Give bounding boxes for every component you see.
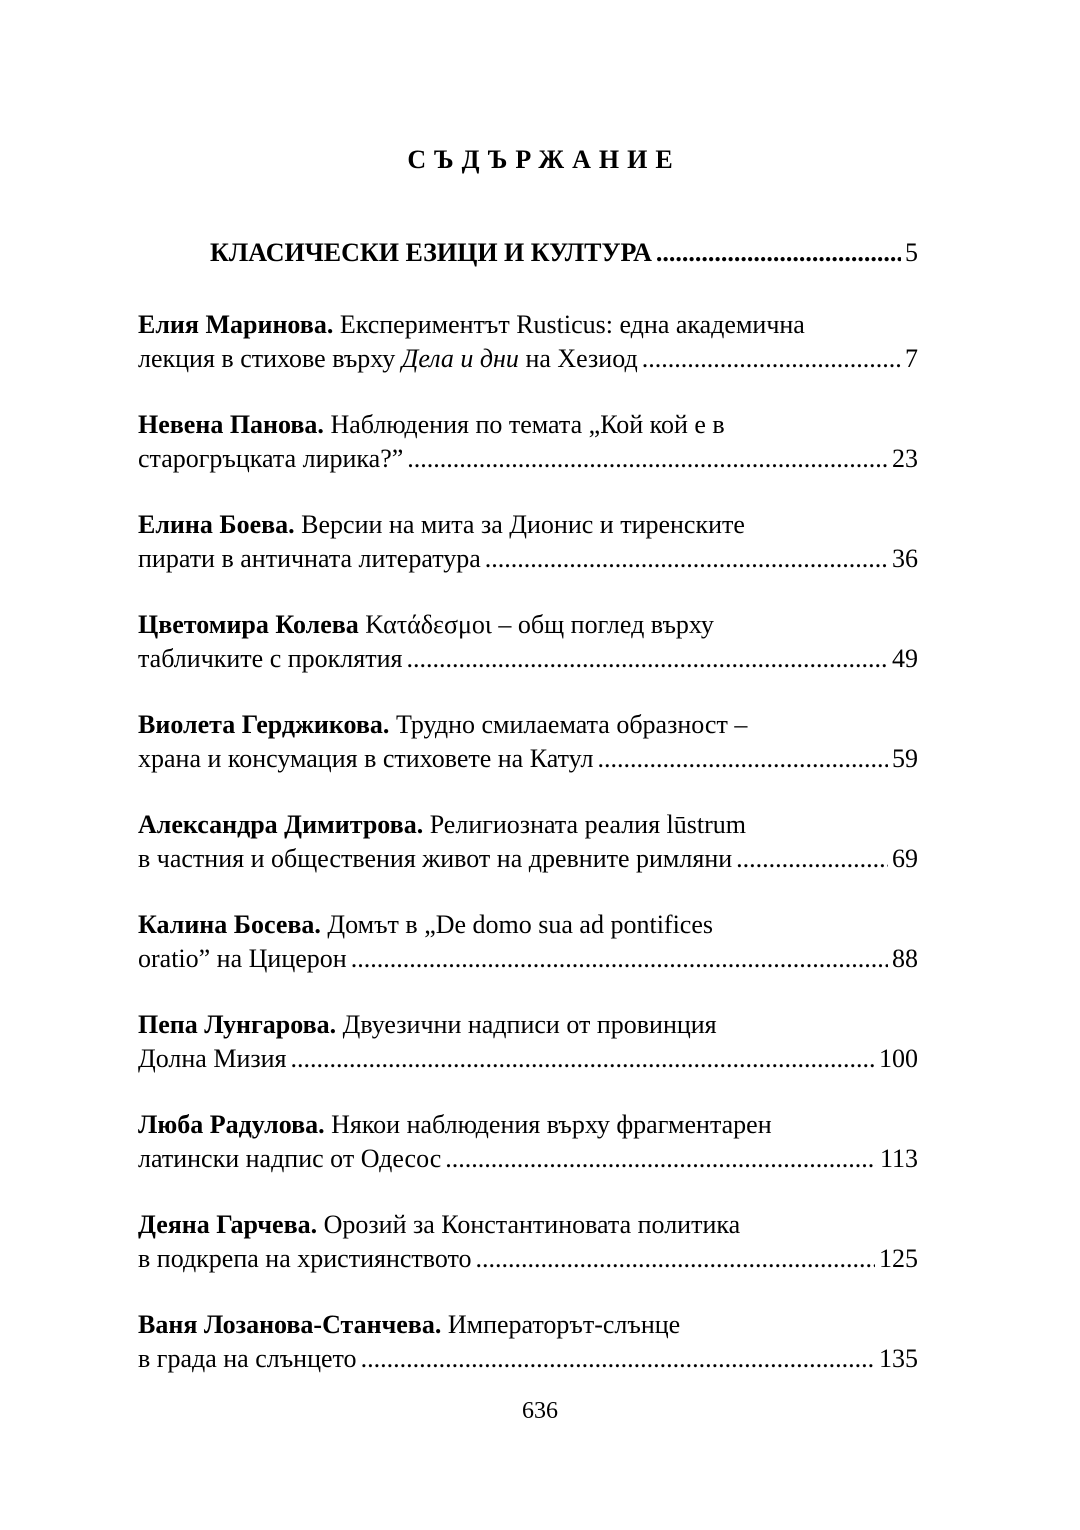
toc-entry [138,908,918,1008]
toc-entry-line2 [138,1242,918,1276]
entry-title-text: oratio” на Цицерон [138,944,347,973]
entry-page-number: 125 [879,1244,918,1273]
toc-entry-line1 [138,1308,918,1342]
entry-title-part2 [138,942,347,976]
section-page-number: 5 [905,238,918,267]
entry-title-part2 [138,542,481,576]
entry-title-text: в подкрепа на християнството [138,1244,472,1273]
entry-title-part1: Наблюдения по темата „Кой кой е в [330,410,725,439]
toc-entry-line2 [138,842,918,876]
toc-entry [138,708,918,808]
entry-page-number: 69 [892,844,918,873]
dot-leader [361,1342,875,1376]
toc-entry-first-line [138,708,747,742]
entry-title-text: табличките с проклятия [138,644,403,673]
toc-entry-first-line [138,908,713,942]
toc-entry-first-line [138,508,745,542]
toc-entry-line1 [138,1208,918,1242]
toc-entry-line2 [138,642,918,676]
entry-title-text: храна и консумация в стиховете на Катул [138,744,594,773]
toc-entry-line2 [138,1142,918,1176]
toc-entry-first-line [138,1208,740,1242]
entry-author: Ваня Лозанова-Станчева. [138,1310,442,1339]
entry-author: Цветомира Колева [138,610,359,639]
entry-page-number: 100 [879,1044,918,1073]
entry-title-part1: Някои наблюдения върху фрагментарен [331,1110,772,1139]
dot-leader [736,842,888,876]
entry-page-number: 23 [892,444,918,473]
entry-title-part2 [138,442,403,476]
dot-leader [656,238,901,268]
toc-entry [138,308,918,408]
entry-title-part2 [138,742,593,776]
toc-entry [138,608,918,708]
toc-entry-first-line [138,608,714,642]
entry-title-part2 [138,1042,287,1076]
toc-entry-line1 [138,508,918,542]
entry-title-italic: Дела и дни [401,344,519,373]
toc-entry-line1 [138,708,918,742]
toc-entry [138,1108,918,1208]
toc-entry-line2 [138,442,918,476]
dot-leader [476,1242,875,1276]
entry-author: Виолета Герджикова. [138,710,390,739]
dot-leader [351,942,888,976]
entry-author: Невена Панова. [138,410,324,439]
dot-leader [445,1142,876,1176]
entry-title-text: пирати в античната литература [138,544,481,573]
toc-entry-line2 [138,1342,918,1376]
toc-entry-line2 [138,1042,918,1076]
toc-entry-line2 [138,742,918,776]
toc-entry-line1 [138,608,918,642]
entry-title-part2 [138,1242,472,1276]
toc-section-heading [210,238,918,268]
entry-title-part1: Κατάδεσμοι – общ поглед върху [365,610,714,639]
entry-title-text: лекция в стихове върху [138,344,402,373]
entry-title-part1: Орозий за Константиновата политика [323,1210,741,1239]
entry-title-text: старогръцката лирика?” [138,444,404,473]
entry-title-part1: Двуезични надписи от провинция [342,1010,717,1039]
toc-entry-first-line [138,1008,717,1042]
toc-entry-line1 [138,408,918,442]
entry-author: Калина Босева. [138,910,321,939]
dot-leader [406,642,888,676]
entry-page-number: 59 [892,744,918,773]
toc-entry-line1 [138,1108,918,1142]
toc-entry [138,808,918,908]
entry-page-number: 49 [892,644,918,673]
section-title: КЛАСИЧЕСКИ ЕЗИЦИ И КУЛТУРА [210,238,652,267]
toc-entry-line2 [138,942,918,976]
toc-entry-first-line [138,1108,772,1142]
entry-title-part2 [138,1342,357,1376]
dot-leader [485,542,888,576]
dot-leader [642,342,901,376]
toc-entry [138,1208,918,1308]
entry-author: Елина Боева. [138,510,295,539]
toc-entry-first-line [138,808,746,842]
entry-page-number: 113 [879,1144,918,1173]
toc-entry-line1 [138,808,918,842]
toc-entry-line1 [138,308,918,342]
entry-title-text: в града на слънцето [138,1344,357,1373]
entry-title-part1: Императорът-слънце [447,1310,681,1339]
entry-page-number: 135 [879,1344,918,1373]
dot-leader [597,742,888,776]
dot-leader [407,442,888,476]
toc-entry-line1 [138,1008,918,1042]
toc-entry [138,1308,918,1408]
entry-author: Александра Димитрова. [138,810,424,839]
page-title: СЪДЪРЖАНИЕ [407,145,681,174]
toc-entry-first-line [138,408,725,442]
toc-entry-line2 [138,542,918,576]
entry-title-part2 [138,342,638,376]
entry-title-part1: Домът в „De domo sua ad pontifices [327,910,714,939]
toc-entry-line2 [138,342,918,376]
dot-leader [291,1042,876,1076]
entry-author: Люба Радулова. [138,1110,325,1139]
toc-entry [138,508,918,608]
entry-author: Пепа Лунгарова. [138,1010,337,1039]
entry-title-text: Долна Мизия [138,1044,287,1073]
toc-entry-first-line [138,308,805,342]
entry-author: Елия Маринова. [138,310,334,339]
entry-title-part1: Трудно смилаемата образност – [395,710,748,739]
toc-entry [138,1008,918,1108]
entry-title-part2 [138,1142,441,1176]
toc-entry-first-line [138,1308,680,1342]
entry-page-number: 36 [892,544,918,573]
entry-title-text-end: на Хезиод [518,344,638,373]
toc-entry [138,408,918,508]
entry-title-part2 [138,842,732,876]
entry-title-text: в частния и обществения живот на древните римляни [138,844,733,873]
entry-title-text: латински надпис от Одесос [138,1144,442,1173]
entry-title-part2 [138,642,402,676]
entry-title-part1: Религиозната реалия lūstrum [429,810,747,839]
entry-page-number: 7 [905,344,918,373]
entry-title-part1: Експериментът Rusticus: една академична [339,310,805,339]
entry-author: Деяна Гарчева. [138,1210,318,1239]
page-folio: 636 [522,1398,558,1424]
toc-entries [138,308,918,1408]
entry-page-number: 88 [892,944,918,973]
toc-entry-line1 [138,908,918,942]
entry-title-part1: Версии на мита за Дионис и тиренските [301,510,745,539]
